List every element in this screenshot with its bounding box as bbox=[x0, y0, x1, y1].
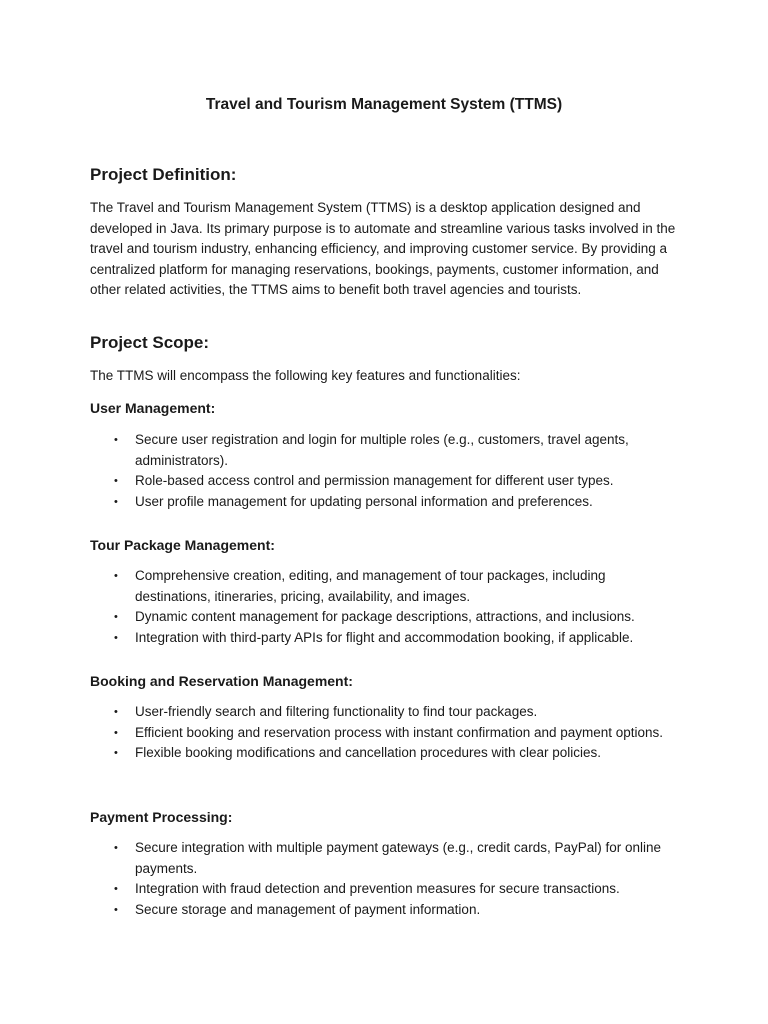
bullet-icon: • bbox=[114, 883, 118, 895]
subheading-payment-processing: Payment Processing: bbox=[90, 809, 233, 825]
list-item: • Role-based access control and permission management for different user types. bbox=[90, 471, 680, 492]
list-item: • Flexible booking modifications and cancellation procedures with clear policies. bbox=[90, 743, 680, 764]
subheading-user-management: User Management: bbox=[90, 400, 216, 416]
bullet-icon: • bbox=[114, 631, 118, 644]
bullet-icon: • bbox=[114, 495, 118, 508]
subheading-booking-reservation-management: Booking and Reservation Management: bbox=[90, 673, 353, 689]
list-item: • Integration with fraud detection and prevention measures for secure transactions. bbox=[90, 879, 680, 900]
heading-project-scope: Project Scope: bbox=[90, 333, 210, 352]
subheading-tour-package-management: Tour Package Management: bbox=[90, 537, 275, 553]
bullet-icon: • bbox=[114, 747, 118, 759]
list-payment-processing bbox=[90, 838, 680, 920]
bullet-icon: • bbox=[114, 611, 118, 623]
list-item: • Integration with third-party APIs for flight and accommodation booking, if applicable. bbox=[90, 628, 680, 649]
paragraph-project-definition: The Travel and Tourism Management System (TTMS) is a desktop application designed and developed in Java. Its primary purpose is to automate and streamline various tasks involved in the travel and tourism industry, enhancing efficiency, and improving customer service. By providing a centralized platform for managing reservations, bookings, payments, customer information, and other related activities, the TTMS aims to benefit both travel agencies and tourists. bbox=[90, 200, 676, 297]
list-item: • Secure storage and management of payment information. bbox=[90, 900, 680, 921]
paragraph-project-scope: The TTMS will encompass the following key features and functionalities: bbox=[90, 368, 521, 383]
list-item: • Dynamic content management for package descriptions, attractions, and inclusions. bbox=[90, 607, 680, 628]
list-item: • Efficient booking and reservation process with instant confirmation and payment options. bbox=[90, 723, 680, 744]
list-item: • Secure integration with multiple payment gateways (e.g., credit cards, PayPal) for online payments. bbox=[114, 840, 662, 876]
list-item: • Secure user registration and login for multiple roles (e.g., customers, travel agents, administrators). bbox=[114, 432, 629, 468]
bullet-icon: • bbox=[114, 570, 118, 582]
list-item: • User profile management for updating personal information and preferences. bbox=[90, 492, 680, 513]
document-title: Travel and Tourism Management System (TTMS) bbox=[205, 96, 563, 113]
bullet-icon: • bbox=[114, 842, 118, 854]
list-booking-reservation-management bbox=[90, 702, 680, 764]
bullet-icon: • bbox=[114, 726, 118, 739]
bullet-icon: • bbox=[114, 903, 118, 916]
bullet-icon: • bbox=[114, 475, 118, 487]
bullet-icon: • bbox=[114, 434, 118, 446]
list-user-management bbox=[90, 430, 680, 512]
bullet-icon: • bbox=[114, 706, 118, 718]
list-tour-package-management bbox=[90, 566, 680, 648]
list-item: • Comprehensive creation, editing, and management of tour packages, including destinations, itineraries, pricing, availability, and images. bbox=[114, 568, 606, 604]
list-item: • User-friendly search and filtering functionality to find tour packages. bbox=[90, 702, 680, 723]
heading-project-definition: Project Definition: bbox=[90, 165, 237, 184]
